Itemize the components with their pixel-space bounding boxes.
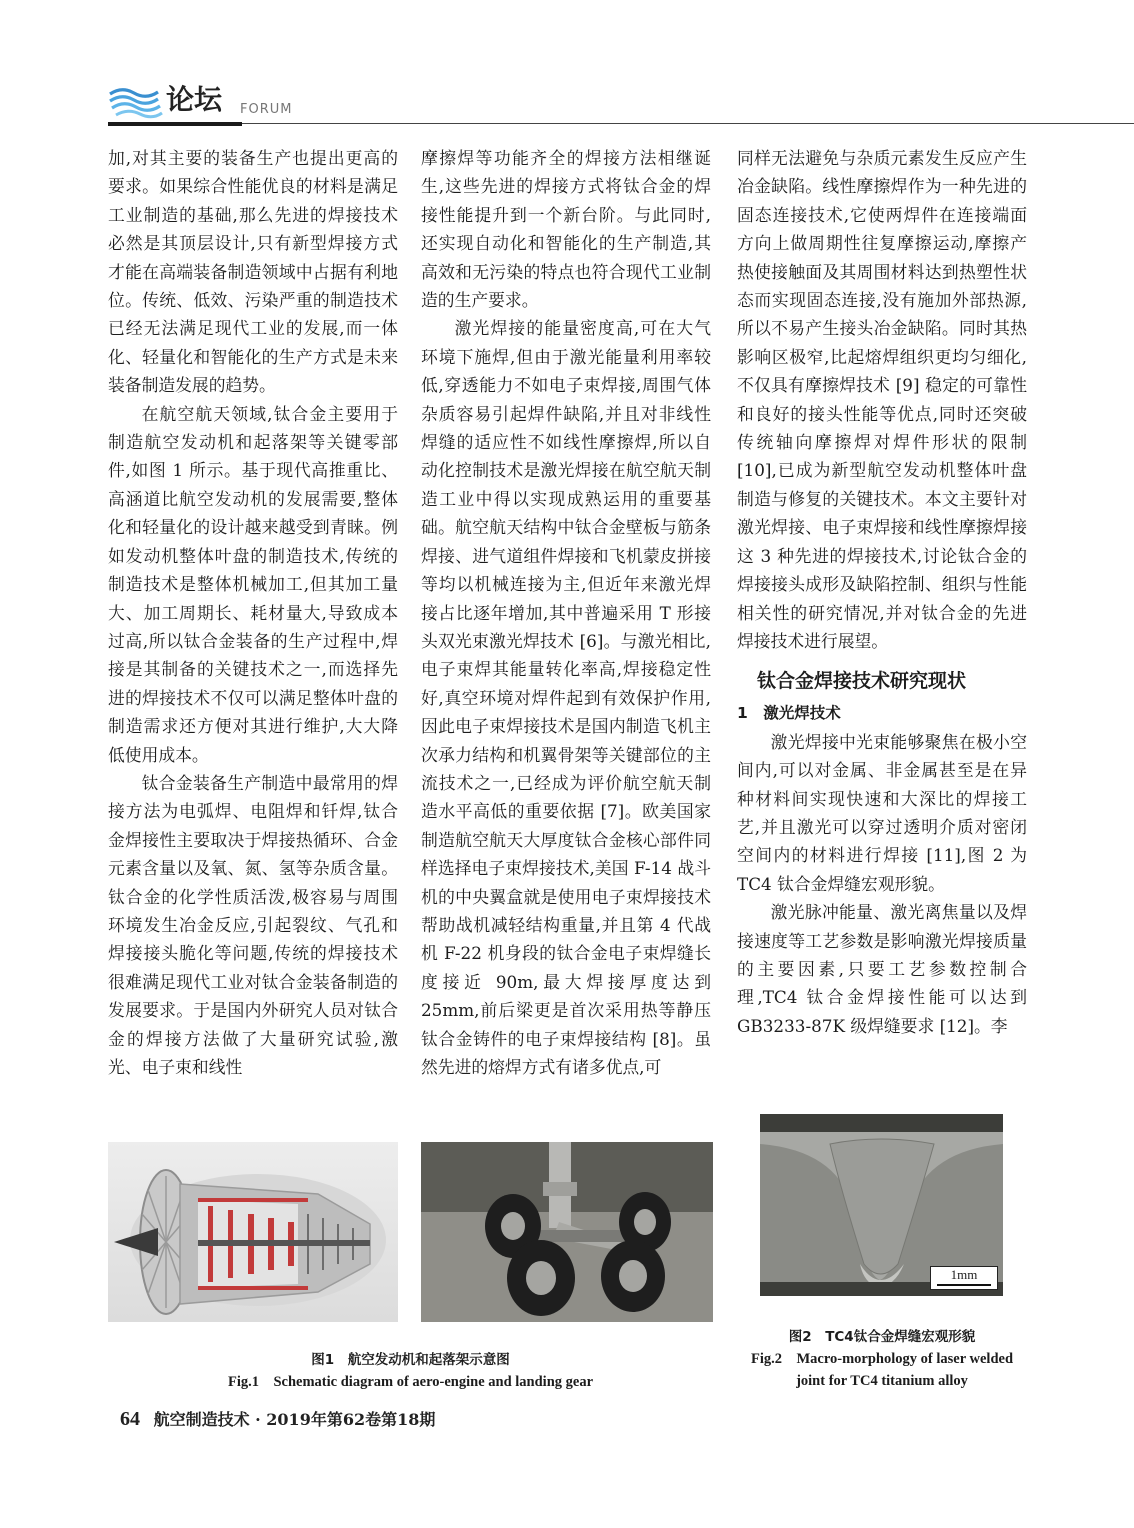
journal-info: 航空制造技术 · 2019年第62卷第18期	[153, 1410, 436, 1429]
scale-bar-line	[937, 1284, 991, 1286]
subsection-heading: 1 激光焊技术	[737, 704, 841, 723]
paragraph: 同样无法避免与杂质元素发生反应产生冶金缺陷。线性摩擦焊作为一种先进的固态连接技术,它使两焊件在连接端面方向上做周期性往复摩擦运动,摩擦产热使接触面及其周围材料达到热塑性状态而实现固态连接,没有施加外部热源,所以不易产生接头冶金缺陷。同时其热影响区极窄,比起熔焊组织更均匀细化,不仅具有摩擦焊技术 [9] 稳定的可靠性和良好的接头性能等优点,同时还突破传统轴向摩擦焊对焊件形状的限制 [10],已成为新型航空发动机整体叶盘制造与修复的关键技术。本文主要针对激光焊接、电子束焊接和线性摩擦焊接这 3 种先进的焊接技术,讨论钛合金的焊接接头成形及缺陷控制、组织与性能相关性的研究情况,并对钛合金的先进焊接技术进行展望。	[737, 148, 1027, 651]
header-rule-thin	[242, 123, 1134, 124]
section-name: 论坛	[166, 83, 223, 116]
scale-bar	[930, 1266, 998, 1290]
scale-bar-label: 1mm	[950, 1267, 978, 1282]
forum-logo-icon	[108, 84, 166, 120]
page-number: 64	[120, 1408, 140, 1430]
paragraph: 加,对其主要的装备生产也提出更高的要求。如果综合性能优良的材料是满足工业制造的基础,那么先进的焊接技术必然是其顶层设计,只有新型焊接方式才能在高端装备制造领域中占据有利地位。传统、低效、污染严重的制造技术已经无法满足现代工业的发展,而一体化、轻量化和智能化的生产方式是未来装备制造发展的趋势。	[108, 148, 398, 396]
section-heading: 钛合金焊接技术研究现状	[757, 670, 967, 693]
page-header	[108, 80, 1134, 128]
figure-1-caption	[108, 1349, 713, 1393]
text-column-2	[421, 144, 711, 1081]
section-name-en: FORUM	[240, 102, 293, 117]
figure-2-caption-zh: 图2 TC4钛合金焊缝宏观形貌	[788, 1329, 976, 1345]
text-column-3	[737, 144, 1027, 1040]
paragraph: 激光脉冲能量、激光离焦量以及焊接速度等工艺参数是影响激光焊接质量的主要因素,只要工艺参数控制合理,TC4 钛合金焊接性能可以达到 GB3233-87K 级焊缝要求 [12]。李	[737, 902, 1027, 1036]
figure-2-caption-en-1: Fig.2 Macro-morphology of laser welded	[750, 1351, 1014, 1367]
paragraph: 在航空航天领域,钛合金主要用于制造航空发动机和起落架等关键零部件,如图 1 所示。基于现代高推重比、高涵道比航空发动机的发展需要,整体化和轻量化的设计越来越受到青睐。例如发动机整体叶盘的制造技术,传统的制造技术是整体机械加工,但其加工量大、加工周期长、耗材量大,导致成本过高,所以钛合金装备的生产过程中,焊接是其制备的关键技术之一,而选择先进的焊接技术不仅可以满足整体叶盘的制造需求还方便对其进行维护,大大降低使用成本。	[108, 403, 398, 765]
paragraph: 激光焊接中光束能够聚焦在极小空间内,可以对金属、非金属甚至是在异种材料间实现快速和大深比的焊接工艺,并且激光可以穿过透明介质对密闭空间内的材料进行焊接 [11],图 2 为 TC4 钛合金焊缝宏观形貌。	[737, 731, 1027, 894]
text-column-1	[108, 144, 398, 1081]
paragraph: 摩擦焊等功能齐全的焊接方法相继诞生,这些先进的焊接方式将钛合金的焊接性能提升到一个新台阶。与此同时,还实现自动化和智能化的生产制造,其高效和无污染的特点也符合现代工业制造的生产要求。	[421, 148, 711, 311]
figure-2-caption-en-2: joint for TC4 titanium alloy	[796, 1373, 968, 1389]
paragraph: 激光焊接的能量密度高,可在大气环境下施焊,但由于激光能量利用率较低,穿透能力不如电子束焊接,周围气体杂质容易引起焊件缺陷,并且对非线性焊缝的适应性不如线性摩擦焊,所以自动化控制技术是激光焊接在航空航天制造工业中得以实现成熟运用的重要基础。航空航天结构中钛合金壁板与筋条焊接、进气道组件焊接和飞机蒙皮拼接等均以机械连接为主,但近年来激光焊接占比逐年增加,其中普遍采用 T 形接头双光束激光焊技术 [6]。与激光相比,电子束焊其能量转化率高,焊接稳定性好,真空环境对焊件起到有效保护作用,因此电子束焊接技术是国内制造飞机主次承力结构和机翼骨架等关键部位的主流技术之一,已经成为评价航空航天制造水平高低的重要依据 [7]。欧美国家制造航空航天大厚度钛合金核心部件同样选择电子束焊接技术,美国 F-14 战斗机的中央翼盒就是使用电子束焊接技术帮助战机减轻结构重量,并且第 4 代战机 F-22 机身段的钛合金电子束焊缝长度接近 90m,最大焊接厚度达到 25mm,前后梁更是首次采用热等静压钛合金铸件的电子束焊接结构 [8]。虽然先进的熔焊方式有诸多优点,可	[421, 318, 711, 1077]
landing-gear-image	[421, 1142, 713, 1322]
figure-1-caption-en: Fig.1 Schematic diagram of aero-engine and landing gear	[227, 1374, 594, 1390]
page-footer	[120, 1407, 435, 1431]
figure-1-caption-zh: 图1 航空发动机和起落架示意图	[311, 1352, 510, 1368]
paragraph: 钛合金装备生产制造中最常用的焊接方法为电弧焊、电阻焊和钎焊,钛合金焊接性主要取决于焊接热循环、合金元素含量以及氧、氮、氢等杂质含量。钛合金的化学性质活泼,极容易与周围环境发生冶金反应,引起裂纹、气孔和焊接接头脆化等问题,传统的焊接技术很难满足现代工业对钛合金装备制造的发展要求。于是国内外研究人员对钛合金的焊接方法做了大量研究试验,激光、电子束和线性	[108, 772, 398, 1077]
header-rule-thick	[108, 122, 242, 126]
aero-engine-image	[108, 1142, 398, 1322]
weld-macro-image	[760, 1114, 1003, 1296]
figure-2-caption	[737, 1326, 1027, 1392]
